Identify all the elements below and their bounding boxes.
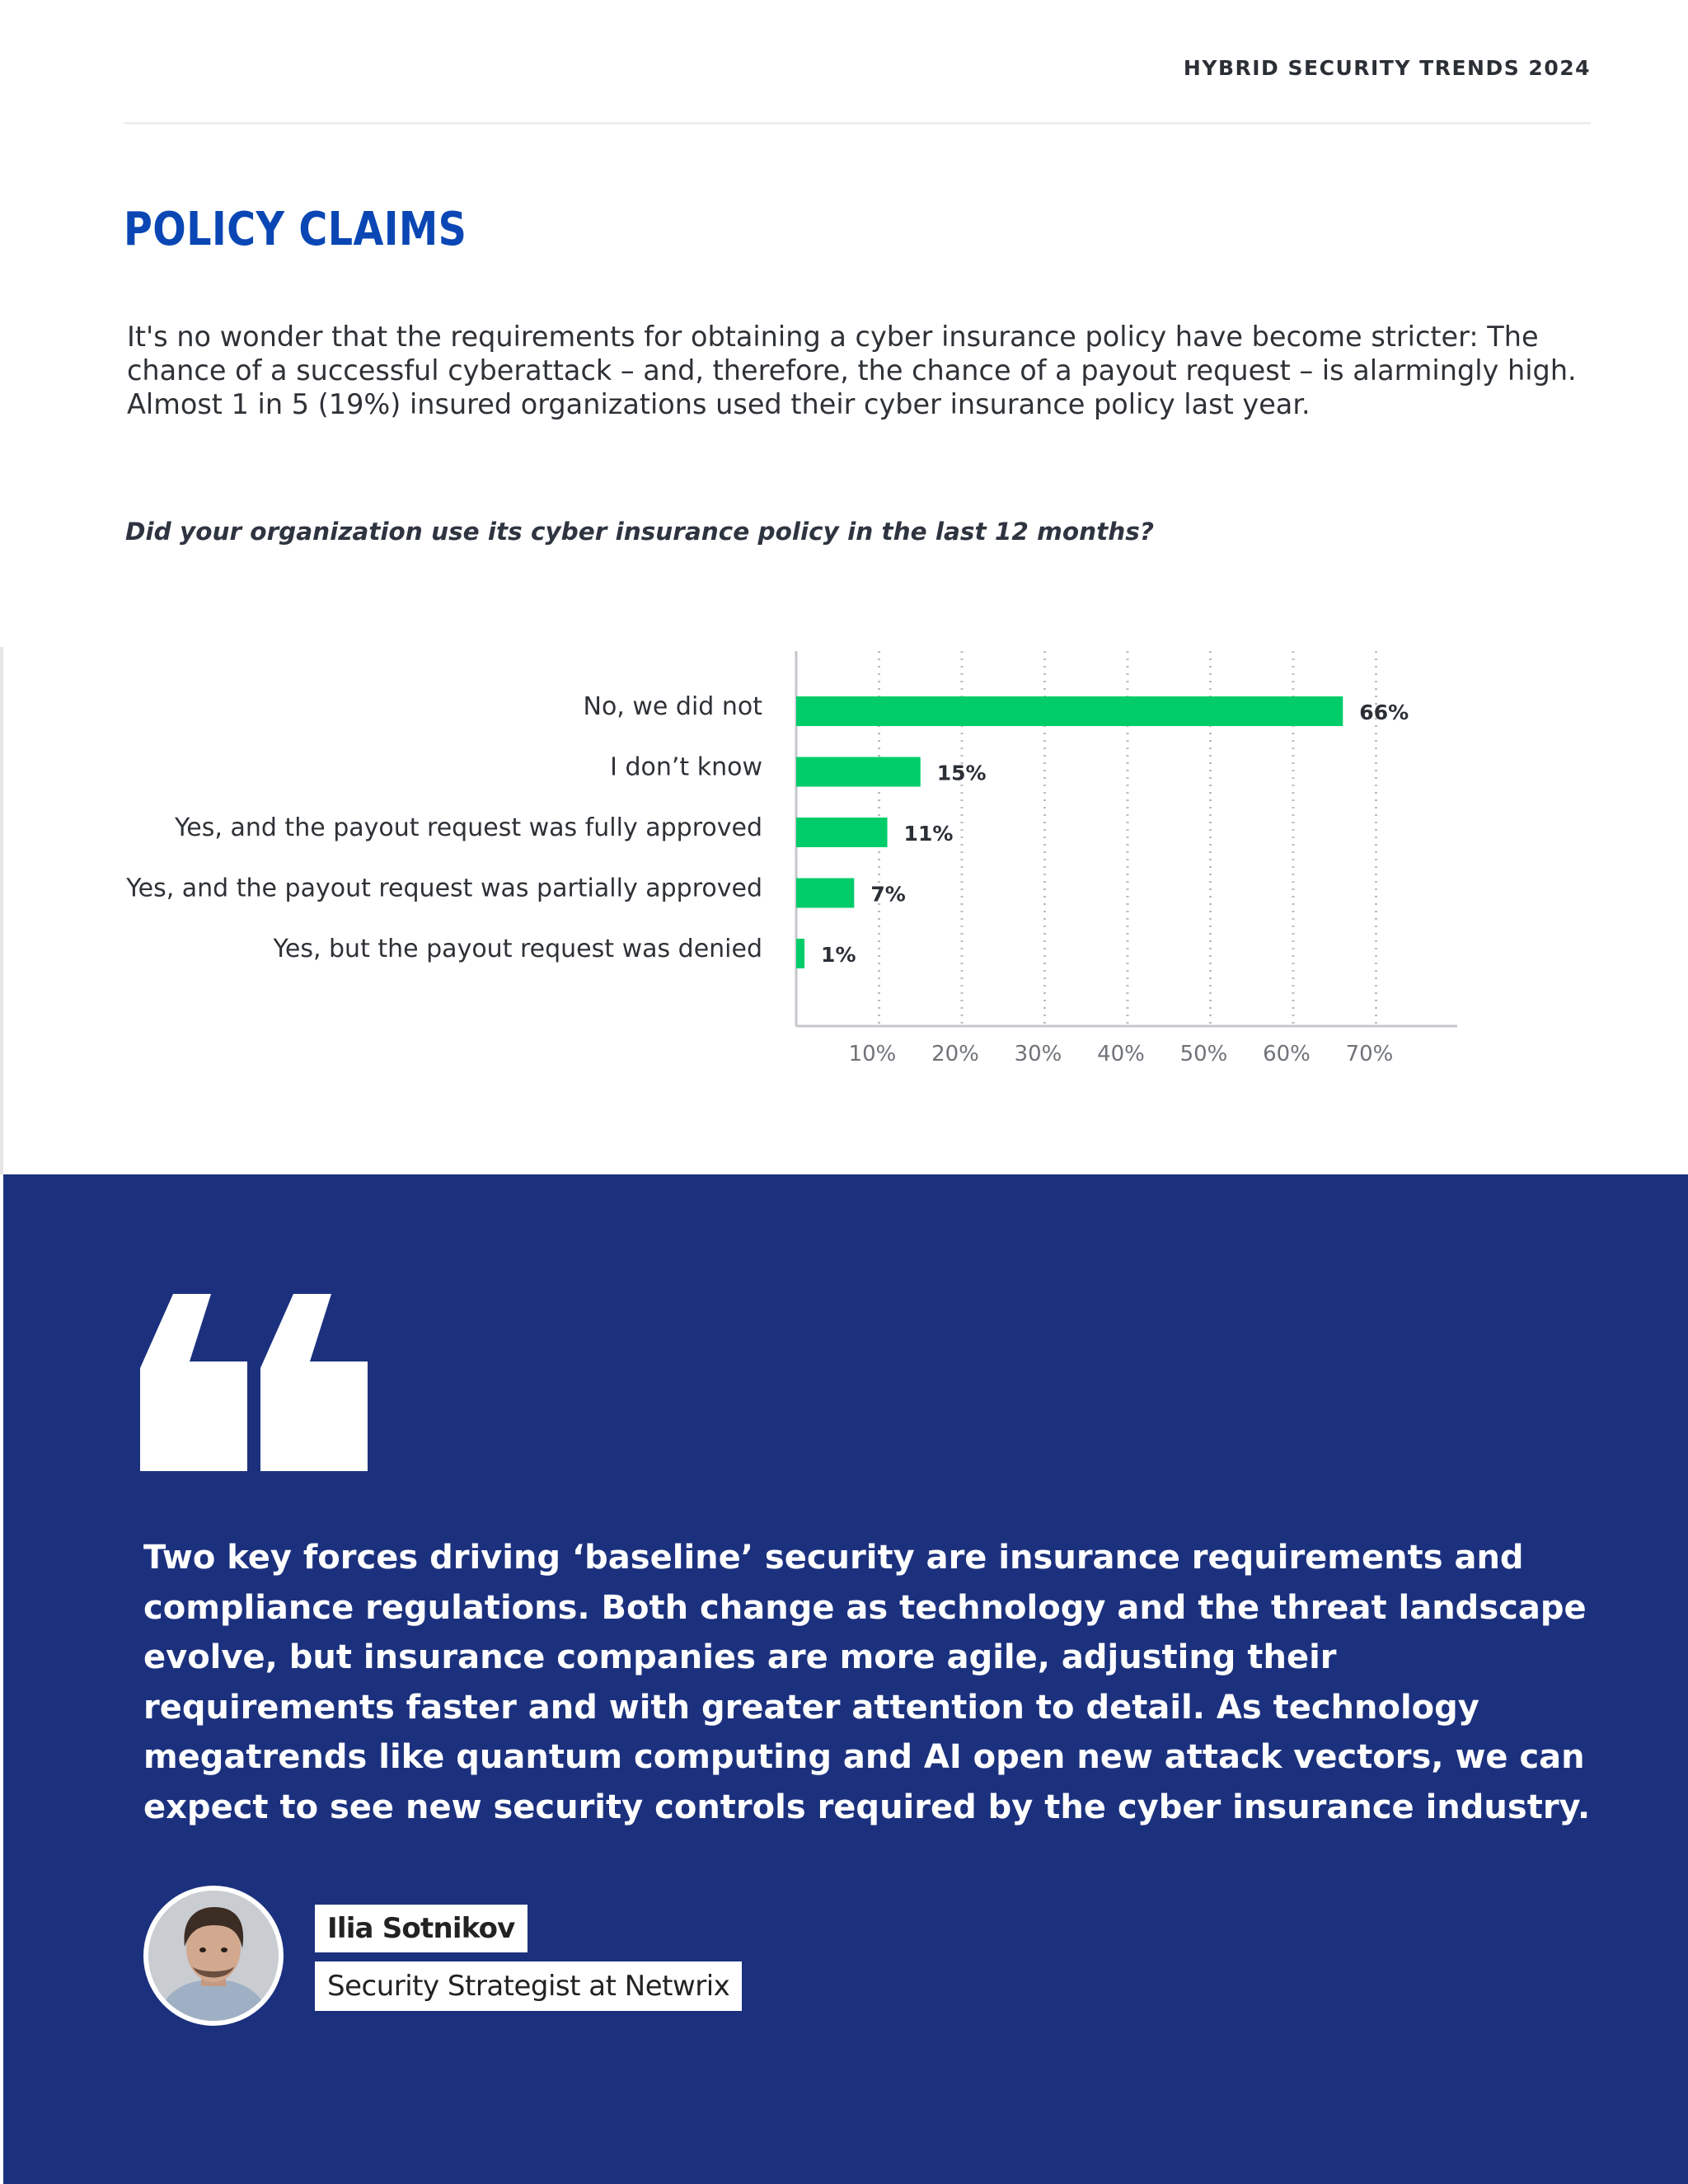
x-tick-label: 40% <box>1097 1042 1145 1066</box>
header-divider <box>124 122 1591 124</box>
value-label: 1% <box>821 943 856 967</box>
category-label: I don’t know <box>610 752 762 782</box>
bar <box>796 939 804 968</box>
bar <box>796 696 1343 726</box>
bar <box>796 879 854 908</box>
bar <box>796 818 888 847</box>
x-tick-label: 20% <box>931 1042 979 1066</box>
quote-mark-icon <box>140 1294 379 1471</box>
survey-question: Did your organization use its cyber insurance policy in the last 12 months? <box>125 518 1154 546</box>
bar-chart <box>0 626 1688 1088</box>
intro-paragraph: It's no wonder that the requirements for obtaining a cyber insurance policy have become stricter: The chance of a successful cyberattack – and, therefore, the chance of a payout request – is alarmingly high. Almost 1 in 5 (19%) insured organizations used their cyber insurance policy last year. <box>127 321 1577 420</box>
x-tick-label: 30% <box>1014 1042 1062 1066</box>
quote-text: Two key forces driving ‘baseline’ security are insurance requirements and compliance regulations. Both change as technology and the threat landscape evolve, but insurance companies are more agile, adjusting their requirements faster and with greater attention to detail. As technology megatrends like quantum computing and AI open new attack vectors, we can expect to see new security controls required by the cyber insurance industry. <box>143 1539 1591 1826</box>
value-label: 66% <box>1359 701 1409 724</box>
avatar <box>143 1886 284 2026</box>
author-role: Security Strategist at Netwrix <box>315 1961 742 2011</box>
x-tick-label: 60% <box>1263 1042 1311 1066</box>
category-label: Yes, but the payout request was denied <box>273 935 762 963</box>
bar <box>796 757 921 787</box>
category-label: No, we did not <box>583 692 762 721</box>
header-label: HYBRID SECURITY TRENDS 2024 <box>1183 56 1591 80</box>
value-label: 11% <box>903 822 954 846</box>
x-tick-label: 50% <box>1179 1042 1228 1066</box>
x-tick-label: 70% <box>1345 1042 1394 1066</box>
x-tick-label: 10% <box>848 1042 897 1066</box>
category-label: Yes, and the payout request was partially approved <box>126 874 762 903</box>
person-avatar-icon <box>148 1891 279 2021</box>
author-name: Ilia Sotnikov <box>315 1905 528 1952</box>
value-label: 7% <box>870 882 906 907</box>
value-label: 15% <box>936 761 987 785</box>
category-label: Yes, and the payout request was fully approved <box>174 813 762 842</box>
section-title: POLICY CLAIMS <box>124 203 467 256</box>
